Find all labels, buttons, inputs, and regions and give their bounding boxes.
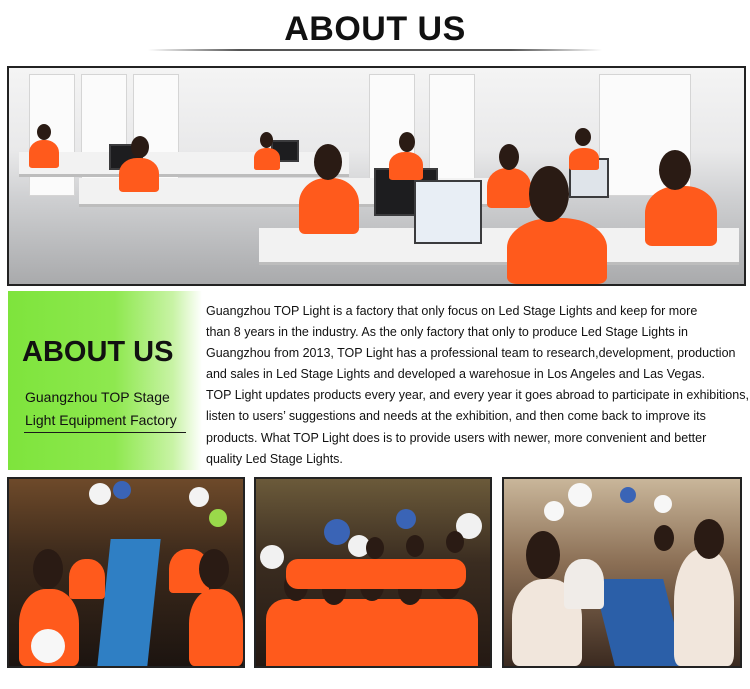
description-line: TOP Light updates products every year, and every year it goes abroad to participate in exhibitions, — [206, 388, 749, 403]
team-dinner-photo-3 — [502, 477, 742, 668]
company-name-line2: Light Equipment Factory — [25, 412, 177, 428]
description-line: listen to users’ suggestions and needs at the exhibition, and then come back to improve its — [206, 409, 706, 424]
description-line: Guangzhou from 2013, TOP Light has a professional team to research,development, production — [206, 346, 736, 361]
description-line: and sales in Led Stage Lights and developed a warehosue in Los Angeles and Las Vegas. — [206, 367, 705, 382]
company-description — [206, 301, 749, 470]
title-underline — [148, 49, 602, 51]
company-name-underline — [24, 432, 186, 433]
team-photo-2 — [254, 477, 492, 668]
company-name-line1: Guangzhou TOP Stage — [25, 389, 170, 405]
description-line: products. What TOP Light does is to provide users with newer, more convenient and better — [206, 430, 707, 445]
description-line: quality Led Stage Lights. — [206, 451, 343, 466]
about-panel — [8, 291, 202, 470]
team-dinner-photo-1 — [7, 477, 245, 668]
about-heading: ABOUT US — [22, 336, 174, 368]
page-title: ABOUT US — [284, 10, 466, 48]
description-line: Guangzhou TOP Light is a factory that only focus on Led Stage Lights and keep for more — [206, 304, 698, 318]
office-photo — [7, 66, 746, 286]
description-line: than 8 years in the industry. As the only factory that only to produce Led Stage Lights in — [206, 325, 689, 340]
